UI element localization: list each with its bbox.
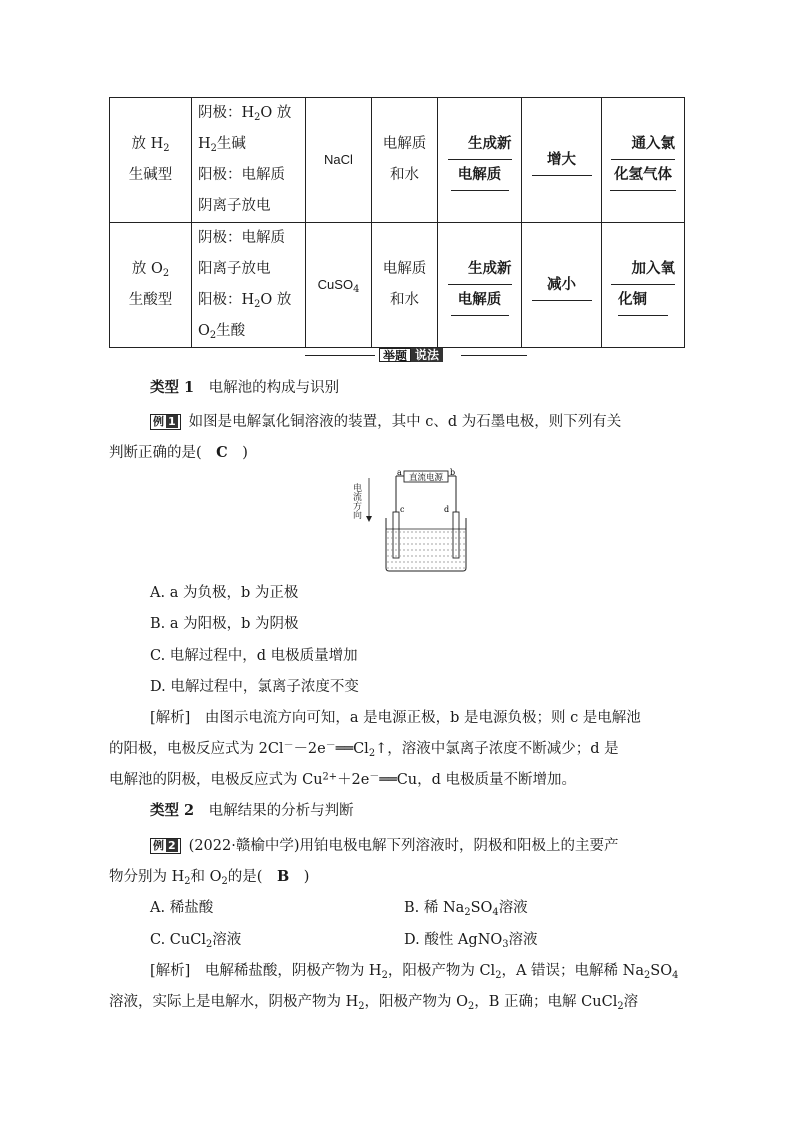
option-c: C. CuCl$_2$溶液 [150, 932, 242, 950]
cell-type: 放 $O_2$ 生酸型 [110, 223, 192, 348]
power-supply-label: 直流电源 [408, 473, 444, 483]
cell-object: 电解质 和水 [372, 223, 438, 348]
electrode-d-label: d [444, 505, 450, 514]
example2-stem-cont: 物分别为 $H_2$和 $O_2$的是( B ) [109, 868, 310, 887]
example1-stem-cont: 判断正确的是( C ) [109, 444, 248, 461]
cell-answer-change: 减小 [522, 223, 602, 348]
type2-heading: 类型 2 电解结果的分析与判断 [150, 802, 354, 819]
example1-analysis-3: 电解池的阴极，电极反应式为 $Cu^{2+}+2e^-══Cu$，d 电极质量不断增加。 [109, 771, 577, 788]
cell-answer-ph: 生成新 电解质 [438, 98, 522, 223]
option-a: A. 稀盐酸 [150, 900, 214, 916]
option-a: A. a 为负极，b 为正极 [150, 585, 299, 601]
cell-answer-change: 增大 [522, 98, 602, 223]
cell-example: NaCl [306, 98, 372, 223]
example2-analysis-2: 溶液，实际上是电解水，阴极产物为 $H_2$，阳极产物为 $O_2$，B 正确；电解 CuCl$_2$溶 [109, 994, 639, 1012]
example2-analysis-1: [解析] 电解稀盐酸，阴极产物为 $H_2$，阳极产物为 $Cl_2$，A 错误；电解稀 $Na_2SO_4$ [150, 963, 679, 981]
cell-answer-restore: 通入氯 化氢气体 [602, 98, 685, 223]
cell-example: CuSO$_4$ [306, 223, 372, 348]
option-d: D. 酸性 AgNO$_3$溶液 [404, 932, 538, 950]
section-divider [305, 348, 527, 362]
electrolysis-table [109, 97, 685, 348]
terminal-a: a [397, 468, 402, 477]
option-b: B. a 为阳极，b 为阴极 [150, 616, 299, 632]
option-c: C. 电解过程中，d 电极质量增加 [150, 648, 358, 664]
cell-type: 放 $H_2$ 生碱型 [110, 98, 192, 223]
terminal-b: b [450, 468, 456, 477]
example-tag: 例 2 [150, 838, 181, 854]
type1-heading: 类型 1 电解池的构成与识别 [150, 379, 340, 396]
option-b: B. 稀 $Na_2SO_4$溶液 [404, 900, 528, 918]
answer: C [216, 444, 228, 461]
electrode-c-label: c [400, 505, 405, 514]
electrode-d [453, 512, 459, 558]
example1-analysis-2: 的阳极，电极反应式为 $2Cl^--2e^-══Cl_2↑$，溶液中氯离子浓度不断减少；d 是 [109, 740, 619, 759]
option-d: D. 电解过程中，氯离子浓度不变 [150, 679, 359, 695]
table-row [110, 98, 685, 223]
table-row [110, 223, 685, 348]
electrode-c [393, 512, 399, 558]
cell-answer-restore: 加入氧 化铜 [602, 223, 685, 348]
electrolysis-cell-diagram [351, 468, 468, 572]
example1-analysis-1: [解析] 由图示电流方向可知，a 是电源正极，b 是电源负极；则 c 是电解池 [150, 710, 641, 726]
cell-object: 电解质 和水 [372, 98, 438, 223]
cell-mechanism: 阴极：$H_2O$ 放 $H_2$生碱 阳极：电解质 阴离子放电 [192, 98, 306, 223]
section-badge: 举题 说法 [379, 348, 443, 362]
cell-mechanism: 阴极：电解质 阳离子放电 阳极：$H_2O$ 放 $O_2$生酸 [192, 223, 306, 348]
answer: B [276, 868, 290, 885]
current-direction-label-1: 电流方向 [351, 483, 361, 519]
cell-answer-ph: 生成新 电解质 [438, 223, 522, 348]
example-tag: 例 1 [150, 414, 181, 430]
example1-stem: 例 1 如图是电解氯化铜溶液的装置，其中 c、d 为石墨电极，则下列有关 [150, 412, 621, 432]
example2-stem: 例 2 (2022·赣榆中学)用铂电极电解下列溶液时，阴极和阳极上的主要产 [150, 836, 618, 856]
